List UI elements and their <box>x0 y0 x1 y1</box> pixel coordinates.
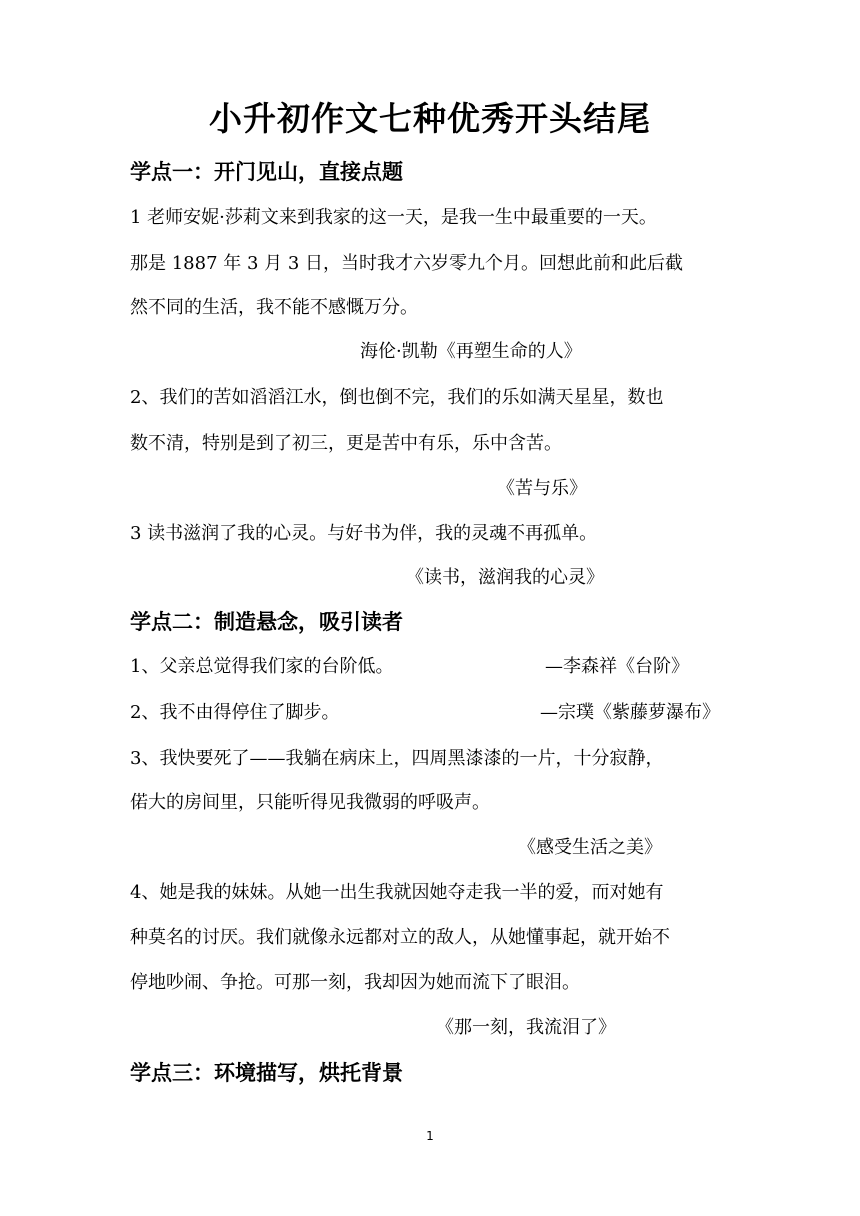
quote-source: 《读书，滋润我的心灵》 <box>406 567 604 588</box>
paragraph-line: 1 老师安妮·莎莉文来到我家的这一天，是我一生中最重要的一天。 <box>130 207 657 228</box>
quote-source: 《苦与乐》 <box>497 478 587 499</box>
paragraph-line: 然不同的生活，我不能不感慨万分。 <box>130 297 418 318</box>
paragraph-line: 3、我快要死了——我躺在病床上，四周黑漆漆的一片，十分寂静， <box>130 748 664 769</box>
paragraph-line: 停地吵闹、争抢。可那一刻，我却因为她而流下了眼泪。 <box>130 972 580 993</box>
quote-source: 《那一刻，我流泪了》 <box>436 1017 616 1038</box>
paragraph-line: 2、我们的苦如滔滔江水，倒也倒不完，我们的乐如满天星星，数也 <box>130 387 664 408</box>
paragraph-line: 数不清，特别是到了初三，更是苦中有乐，乐中含苦。 <box>130 433 562 454</box>
paragraph-line: 4、她是我的妹妹。从她一出生我就因她夺走我一半的爱，而对她有 <box>130 882 664 903</box>
paragraph-line: 种莫名的讨厌。我们就像永远都对立的敌人，从她懂事起，就开始不 <box>130 927 670 948</box>
section-heading: 学点三：环境描写，烘托背景 <box>130 1061 403 1085</box>
paragraph-line: 1、父亲总觉得我们家的台阶低。 <box>130 656 394 677</box>
paragraph-line: 偌大的房间里，只能听得见我微弱的呼吸声。 <box>130 792 490 813</box>
paragraph-line: 3 读书滋润了我的心灵。与好书为伴，我的灵魂不再孤单。 <box>130 523 598 544</box>
quote-source: 《感受生活之美》 <box>518 837 662 858</box>
quote-source: —宗璞《紫藤萝瀑布》 <box>540 702 720 723</box>
page-number: 1 <box>426 1129 434 1143</box>
quote-source: —李森祥《台阶》 <box>545 656 689 677</box>
section-heading: 学点二：制造悬念，吸引读者 <box>130 610 403 634</box>
paragraph-line: 2、我不由得停住了脚步。 <box>130 702 340 723</box>
document-title: 小升初作文七种优秀开头结尾 <box>209 99 651 138</box>
quote-source: 海伦·凯勒《再塑生命的人》 <box>360 341 582 362</box>
section-heading: 学点一：开门见山，直接点题 <box>130 160 403 184</box>
paragraph-line: 那是 1887 年 3 月 3 日，当时我才六岁零九个月。回想此前和此后截 <box>130 253 684 274</box>
